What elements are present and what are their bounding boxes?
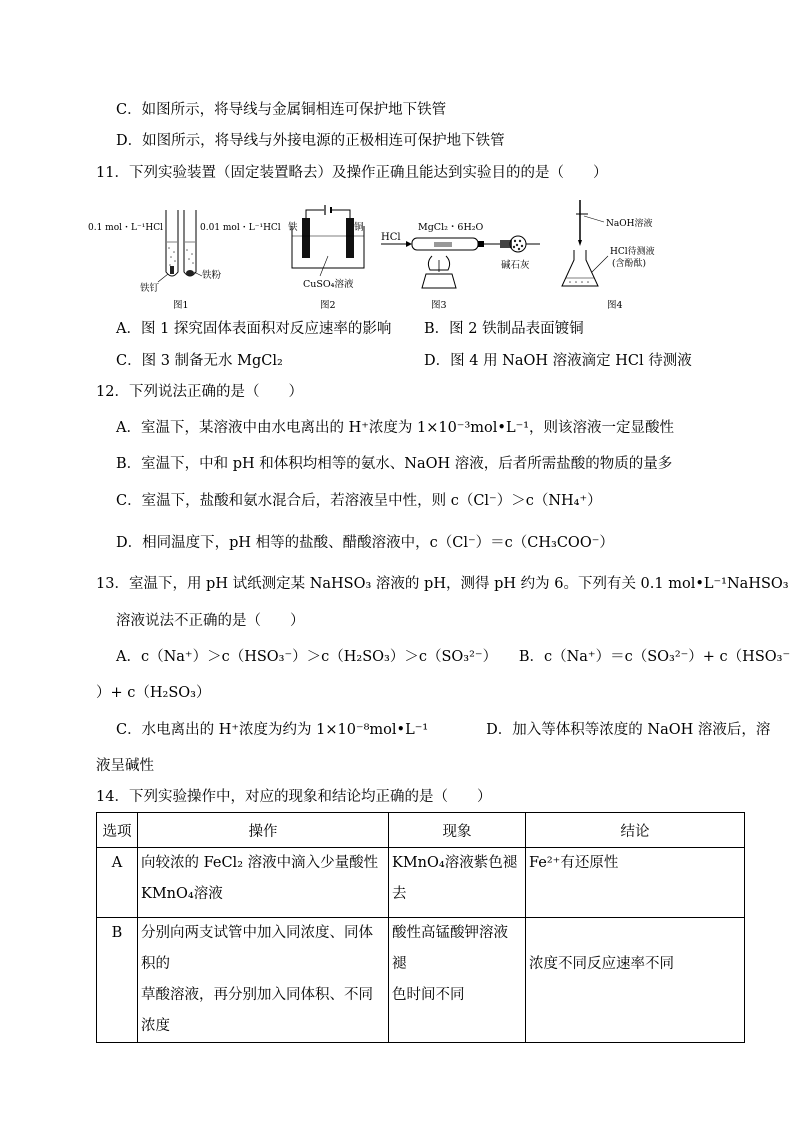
row-b-operation <box>138 918 389 1043</box>
q14-stem: 14．下列实验操作中，对应的现象和结论均正确的是（ ） <box>96 789 492 805</box>
q11-stem: 11．下列实验装置（固定装置略去）及操作正确且能达到实验目的的是（ ） <box>96 165 608 181</box>
conical-flask <box>562 250 598 286</box>
fig1-left-label: 0.1 mol・L⁻¹HCl <box>88 223 163 233</box>
header-operation: 操作 <box>138 813 389 848</box>
fig1-caption: 图1 <box>173 300 189 311</box>
q13-stem-line-2: 溶液说法不正确的是（ ） <box>116 613 305 629</box>
table-row <box>97 848 745 918</box>
fig3-lime-label: 碱石灰 <box>501 260 530 271</box>
q13-options-ab-line-2: ）+ c（H₂SO₃） <box>96 685 211 701</box>
fig3-hcl-label: HCl <box>381 232 401 243</box>
q10-option-d: D．如图所示，将导线与外接电源的正极相连可保护地下铁管 <box>116 133 505 149</box>
table-row <box>97 918 745 1043</box>
header-conclusion: 结论 <box>526 813 745 848</box>
figure-4 <box>562 200 655 311</box>
apparatus-figure-svg <box>88 196 708 314</box>
fig3-caption: 图3 <box>431 300 447 311</box>
row-a-conclusion-line-1: Fe²⁺有还原性 <box>529 855 619 871</box>
q11-apparatus-figures <box>88 196 708 314</box>
row-b-conclusion <box>526 918 745 1043</box>
row-b-option: B <box>97 918 138 1043</box>
q13-options-cd-line-2: 液呈碱性 <box>96 758 154 774</box>
fig4-naoh-label: NaOH溶液 <box>606 219 653 229</box>
row-a-phenomenon <box>389 848 526 918</box>
row-b-phenomenon-line-1: 酸性高锰酸钾溶液褪 <box>392 925 508 972</box>
test-tube-right <box>184 210 196 276</box>
row-a-operation-line-1: 向较浓的 FeCl₂ 溶液中滴入少量酸性 <box>141 855 379 871</box>
fig1-nail-label: 铁钉 <box>140 283 160 294</box>
iron-electrode <box>302 218 310 258</box>
row-a-conclusion <box>526 848 745 918</box>
q12-option-a: A．室温下，某溶液中由水电离出的 H⁺浓度为 1×10⁻³mol•L⁻¹，则该溶液一定显酸性 <box>116 420 675 436</box>
row-a-operation <box>138 848 389 918</box>
fig3-salt-label: MgCl₂・6H₂O <box>418 222 484 233</box>
q14-experiment-table <box>96 812 745 1043</box>
table-header-row <box>97 813 745 848</box>
iron-powder <box>186 270 194 276</box>
copper-electrode <box>346 218 354 258</box>
fig1-powder-label: 铁粉 <box>202 270 222 281</box>
row-a-operation-line-2: KMnO₄溶液 <box>141 886 223 902</box>
q12-option-b: B．室温下，中和 pH 和体积均相等的氨水、NaOH 溶液，后者所需盐酸的物质的量多 <box>116 456 673 472</box>
q11-option-d: D．图 4 用 NaOH 溶液滴定 HCl 待测液 <box>424 353 692 369</box>
q12-option-d: D．相同温度下，pH 相等的盐酸、醋酸溶液中，c（Cl⁻）＝c（CH₃COO⁻） <box>116 535 614 551</box>
row-a-phenomenon-line-1: KMnO₄溶液紫色褪去 <box>392 855 518 902</box>
header-phenomenon: 现象 <box>389 813 526 848</box>
q11-option-b: B．图 2 铁制品表面镀铜 <box>424 321 584 337</box>
row-b-conclusion-line-2: 浓度不同反应速率不同 <box>529 956 674 972</box>
q10-option-c: C．如图所示，将导线与金属铜相连可保护地下铁管 <box>116 102 447 118</box>
fig4-indicator-label: (含酚酞) <box>612 259 647 269</box>
fig1-right-label: 0.01 mol・L⁻¹HCl <box>200 223 281 233</box>
q13-options-ab-line-1: A．c（Na⁺）＞c（HSO₃⁻）＞c（H₂SO₃）＞c（SO₃²⁻） B．c（Na⁺）＝c（SO₃²⁻）+ c（HSO₃⁻ <box>116 649 791 665</box>
q13-stem-line-1: 13．室温下，用 pH 试纸测定某 NaHSO₃ 溶液的 pH，测得 pH 约为 6。下列有关 0.1 mol•L⁻¹NaHSO₃ <box>96 576 789 592</box>
fig2-caption: 图2 <box>320 300 336 311</box>
row-b-operation-line-1: 分别向两支试管中加入同浓度、同体积的 <box>141 925 373 972</box>
q12-option-c: C．室温下，盐酸和氨水混合后，若溶液呈中性，则 c（Cl⁻）＞c（NH₄⁺） <box>116 493 602 509</box>
fig2-copper-label: 铜 <box>354 222 364 233</box>
q11-option-c: C．图 3 制备无水 MgCl₂ <box>116 353 283 369</box>
row-b-conclusion-line-1 <box>529 918 741 949</box>
row-b-operation-line-2: 草酸溶液，再分别加入同体积、不同浓度 <box>141 987 373 1034</box>
fig4-caption: 图4 <box>607 300 623 311</box>
fig2-solution-label: CuSO₄溶液 <box>303 279 354 290</box>
q12-stem: 12．下列说法正确的是（ ） <box>96 384 303 400</box>
row-b-phenomenon <box>389 918 526 1043</box>
row-b-phenomenon-line-2: 色时间不同 <box>392 987 465 1003</box>
figure-1 <box>88 210 281 311</box>
header-option: 选项 <box>97 813 138 848</box>
figure-3 <box>381 222 540 311</box>
fig4-hcl-label: HCl待测液 <box>610 247 655 257</box>
row-a-option: A <box>97 848 138 918</box>
q11-option-a: A．图 1 探究固体表面积对反应速率的影响 <box>116 321 392 337</box>
q13-options-cd-line-1: C．水电离出的 H⁺浓度为约为 1×10⁻⁸mol•L⁻¹ D．加入等体积等浓度的 NaOH 溶液后，溶 <box>116 722 771 738</box>
figure-2 <box>288 205 364 311</box>
fig2-iron-label: 铁 <box>288 222 298 233</box>
iron-nail <box>170 266 174 274</box>
alcohol-lamp <box>422 274 456 288</box>
